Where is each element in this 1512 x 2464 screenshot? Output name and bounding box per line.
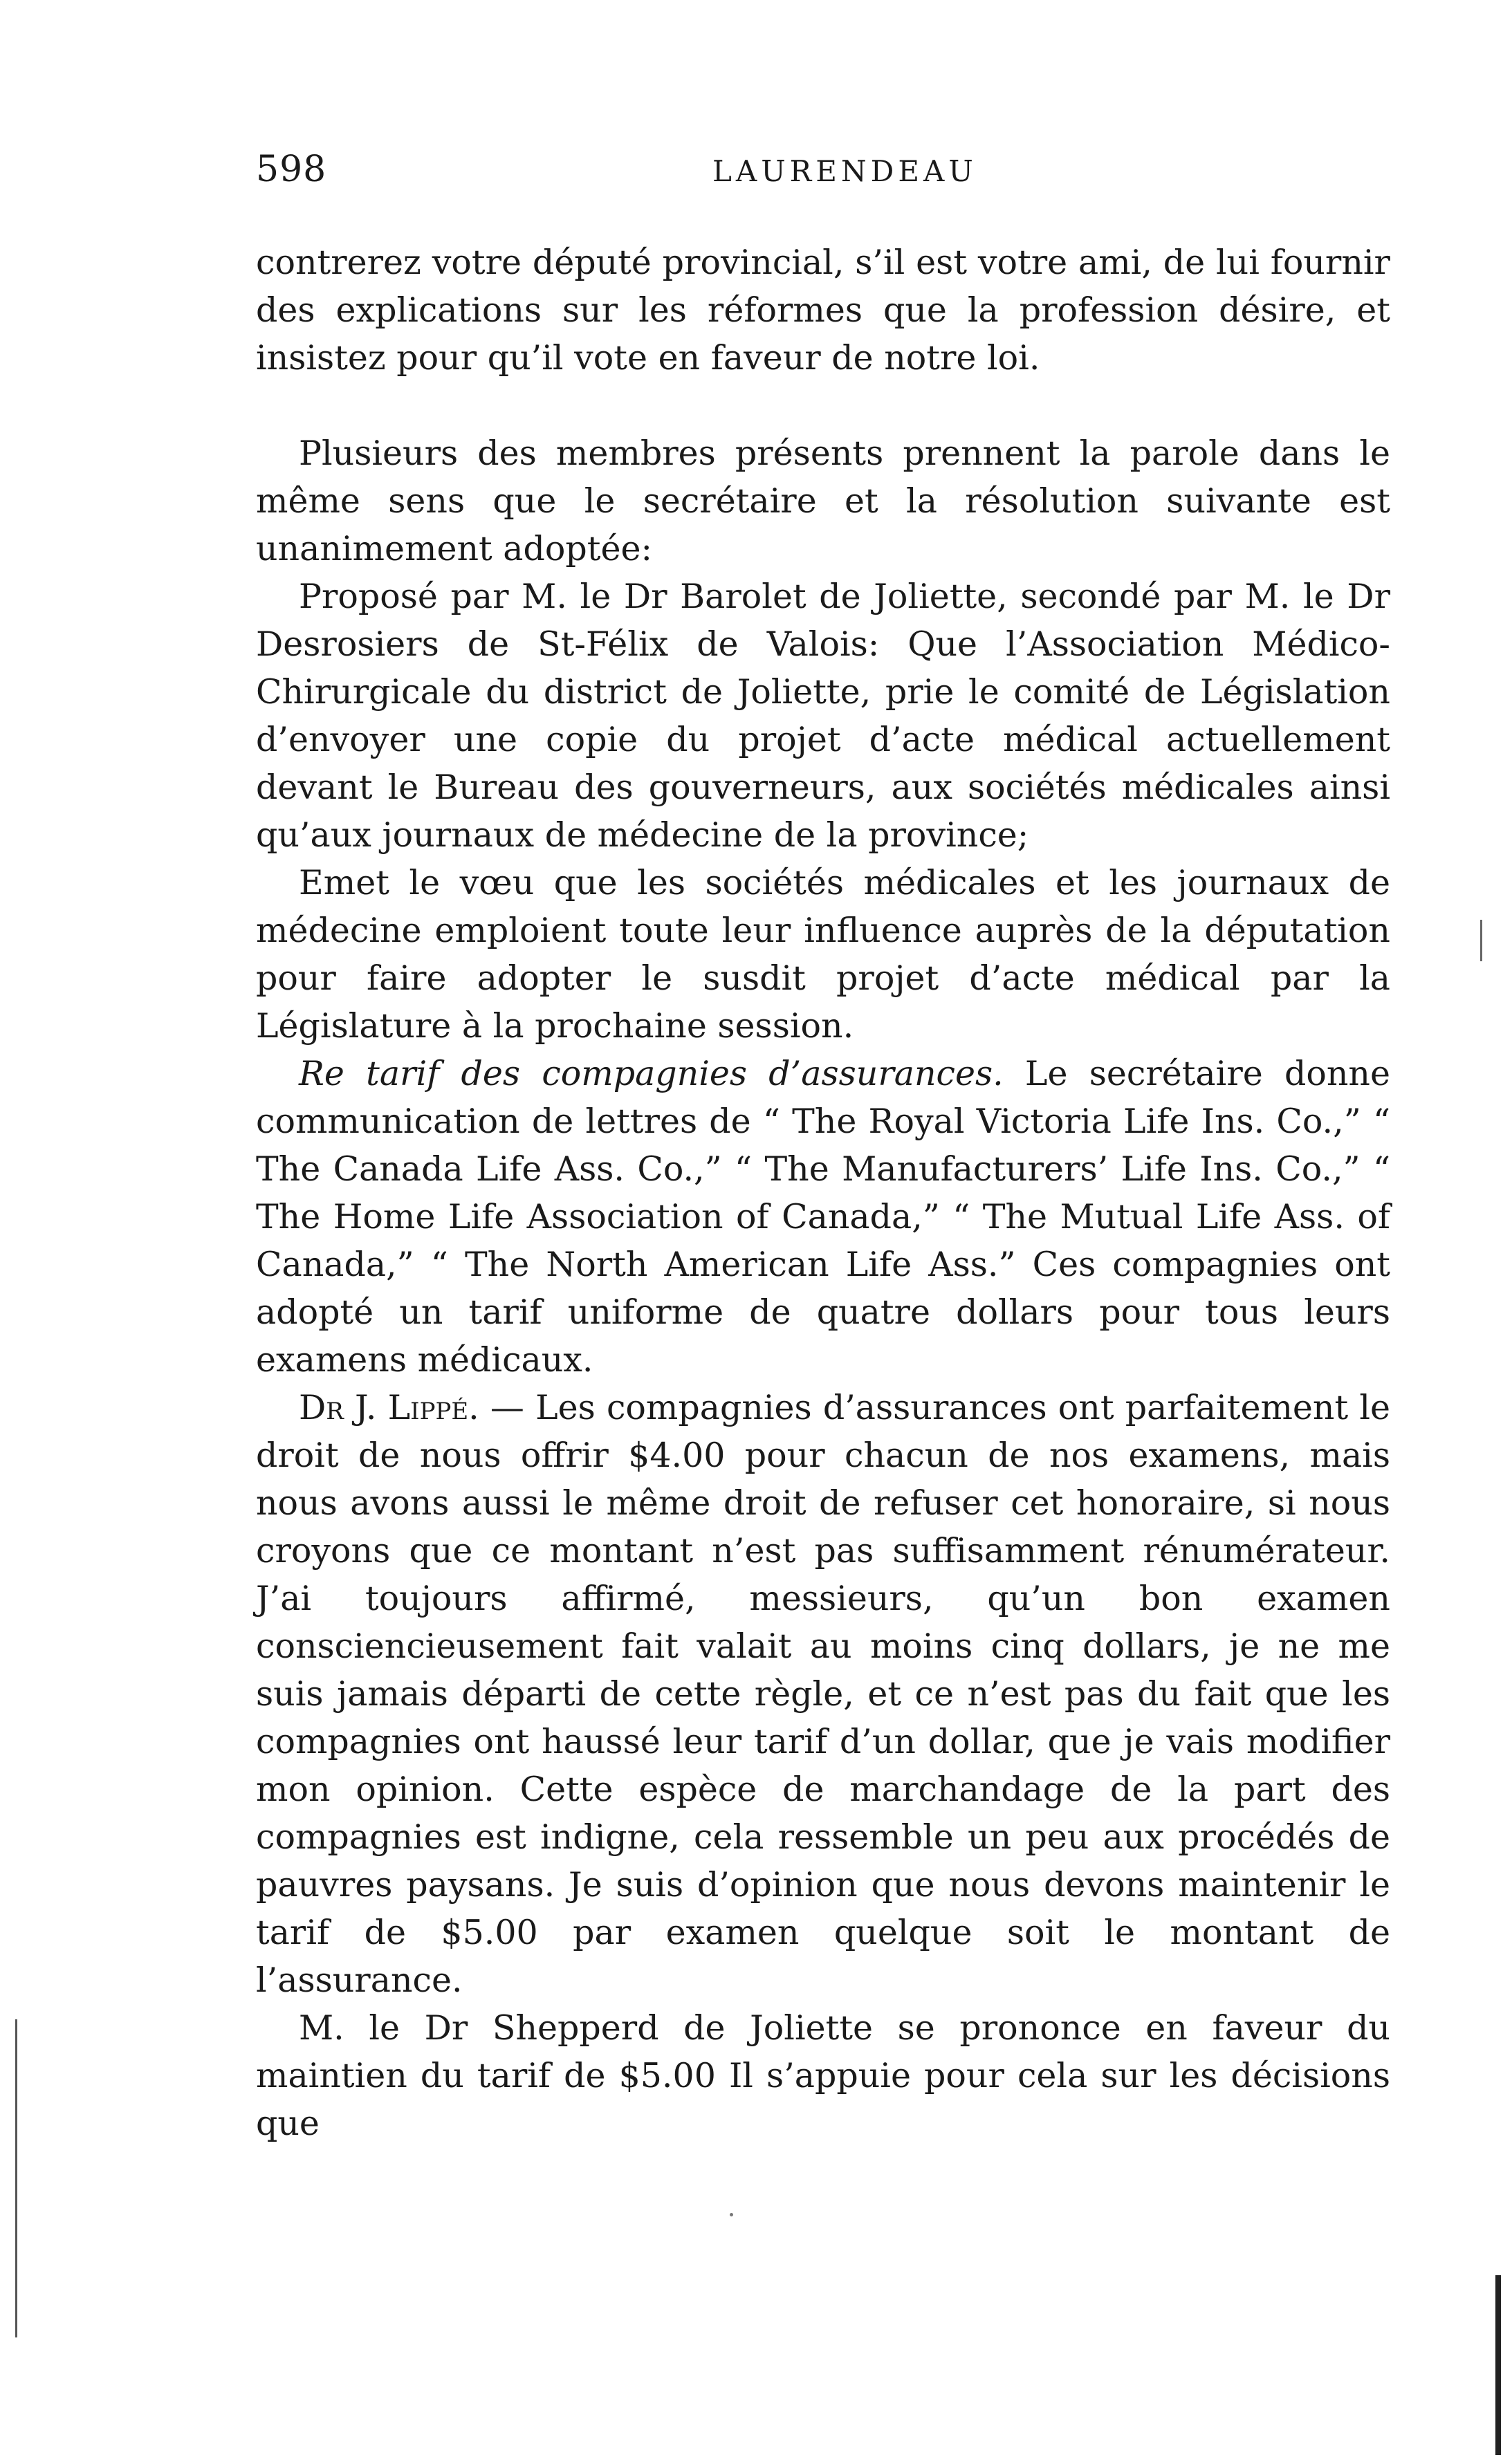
lippe-speech: — Les compagnies d’assurances ont parfaitement le droit de nous offrir $4.00 pour chacun de nos examens, mais nous avons aussi le même droit de refuser cet honoraire, si nous croyons que ce montant n’est pas suffisamment rénumérateur. J’ai toujours affirmé, messieurs, qu’un bon examen consciencieusement fait valait au moins cinq dollars, je ne me suis jamais départi de cette règle, et ce n’est pas du fait que les compagnies ont haussé leur tarif d’un dollar, que je vais modifier mon opinion. Cette espèce de marchandage de la part des compagnies est indigne, cela ressemble un peu aux procédés de pauvres paysans. Je suis d’opinion que nous devons maintenir le tarif de $5.00 par examen quelque soit le montant de l’assurance. — [256, 1388, 1390, 2000]
scan-speck — [730, 2213, 733, 2216]
body-text — [256, 239, 1390, 2147]
page-number: 598 — [256, 149, 327, 190]
section-heading-insurance: Re tarif des compagnies d’assurances. — [299, 1054, 1004, 1093]
page-header — [256, 149, 1363, 204]
paragraph-lippe — [256, 1384, 1390, 2004]
paragraph-continuation: contrerez votre député provincial, s’il est votre ami, de lui fournir des explications sur les réformes que la profession désire, et insistez pour qu’il vote en faveur de notre loi. — [256, 243, 1390, 378]
paragraph-proposal: Proposé par M. le Dr Barolet de Joliette, secondé par M. le Dr Desrosiers de St-Félix de Valois: Que l’Association Médico-Chirurgicale du district de Joliette, prie le comité de Législation d’envoyer une copie du projet d’acte médical actuellement devant le Bureau des gouverneurs, aux sociétés médicales ainsi qu’aux journaux de médecine de la province; — [256, 577, 1390, 855]
running-head: LAURENDEAU — [712, 154, 977, 188]
speaker-name: Dr J. Lippé. — [299, 1388, 479, 1427]
paragraph-members: Plusieurs des membres présents prennent la parole dans le même sens que le secrétaire et la résolution suivante est unanimement adoptée: — [256, 434, 1390, 568]
paragraph-insurance-tariff — [256, 1050, 1390, 1384]
scan-margin-line — [15, 2019, 17, 2337]
paragraph-shepperd: M. le Dr Shepperd de Joliette se prononce en faveur du maintien du tarif de $5.00 Il s’appuie pour cela sur les décisions que — [256, 2008, 1390, 2143]
paragraph-wish: Emet le vœu que les sociétés médicales et les journaux de médecine emploient toute leur influence auprès de la députation pour faire adopter le susdit projet d’acte médical par la Législature à la prochaine session. — [256, 863, 1390, 1046]
insurance-tariff-text: Le secrétaire donne communication de lettres de “ The Royal Victoria Life Ins. Co.,” “ The Canada Life Ass. Co.,” “ The Manufacturers’ Life Ins. Co.,” “ The Home Life Association of Canada,” “ The Mutual Life Ass. of Canada,” “ The North American Life Ass.” Ces compagnies ont adopté un tarif uniforme de quatre dollars pour tous leurs examens médicaux. — [256, 1054, 1390, 1380]
scan-edge-mark-upper — [1480, 920, 1482, 961]
scan-edge-mark — [1495, 2275, 1501, 2455]
